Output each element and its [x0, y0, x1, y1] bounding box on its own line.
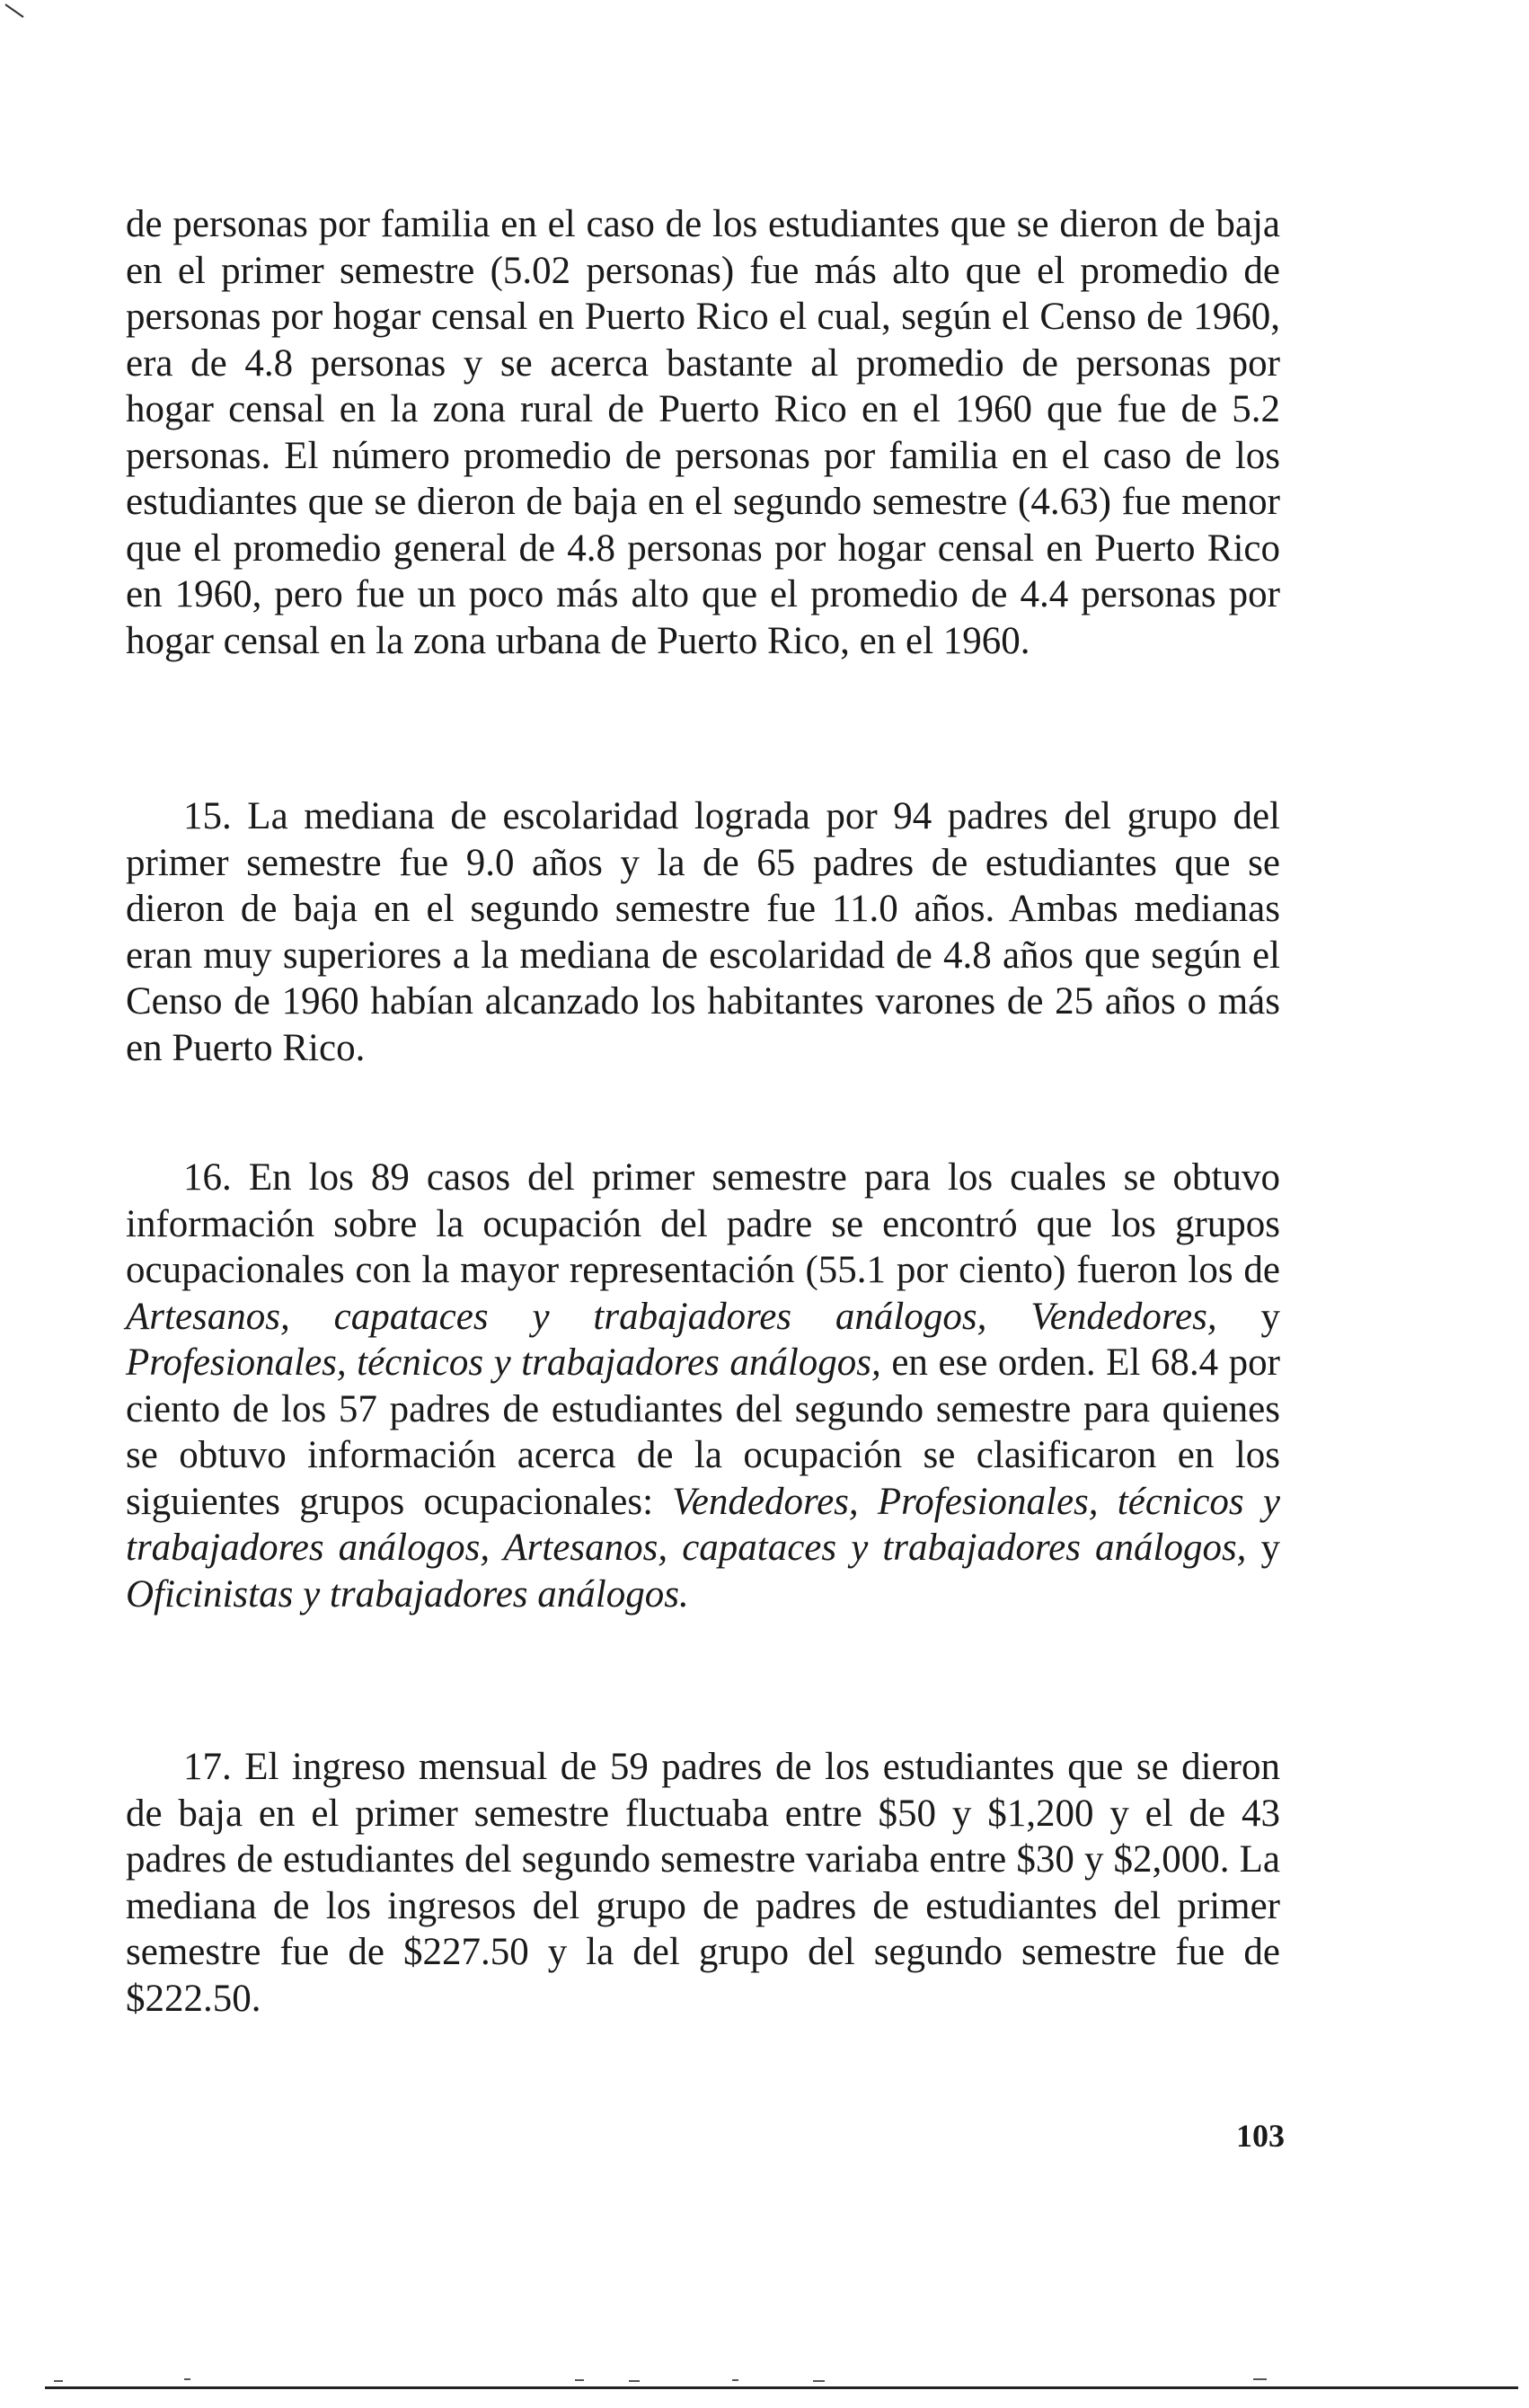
paragraph-16-number: 16. [183, 1156, 232, 1199]
scan-bottom-edge [45, 2386, 1518, 2389]
paragraph-16-italic-2: Profesionales, técnicos y trabajadores análogos, [126, 1341, 881, 1384]
paragraph-16-text-2: y [1216, 1295, 1280, 1338]
paragraph-15-text: La mediana de escolaridad lograda por 94 padres del grupo del primer semestre fue 9.0 años y la de 65 padres de estudiantes que se dieron de baja en el segundo semestre fue 11.0 años. Ambas medianas eran muy superiores a la mediana de escolaridad de 4.8 años que según el Censo de 1960 habían alcanzado los habitantes varones de 25 años o más en Puerto Rico. [126, 795, 1280, 1069]
paragraph-16-italic-4: Oficinistas y trabajadores análogos. [126, 1572, 689, 1616]
paragraph-16-text-1: En los 89 casos del primer semestre para los cuales se obtuvo información sobre la ocupación del padre se encontró que los grupos ocupacionales con la mayor representación (55.1 por ciento) fueron los de [126, 1156, 1281, 1291]
page-number: 103 [1236, 2118, 1285, 2154]
paragraph-17-number: 17. [183, 1746, 232, 1788]
paragraph-16-italic-3: Vendedores, Profesionales, técnicos y trabajadores análogos, Artesanos, capataces y trabajadores análogos, [126, 1480, 1280, 1569]
paragraph-16-text-4: y [1246, 1527, 1281, 1569]
paragraph-15 [126, 793, 1280, 1071]
paragraph-15-number: 15. [183, 795, 232, 837]
scan-corner-mark [4, 2, 31, 20]
scan-edge-specks [0, 2354, 1529, 2390]
paragraph-17-text: El ingreso mensual de 59 padres de los estudiantes que se dieron de baja en el primer semestre fluctuaba entre $50 y $1,200 y el de 43 padres de estudiantes del segundo semestre variaba entre $30 y $2,000. La mediana de los ingresos del grupo de padres de estudiantes del primer semestre fue de $227.50 y la del grupo del segundo semestre fue de $222.50. [126, 1746, 1280, 2020]
paragraph-16 [126, 1155, 1280, 1617]
paragraph-16-italic-1: Artesanos, capataces y trabajadores análogos, Vendedores, [126, 1295, 1217, 1338]
paragraph-intro-text: de personas por familia en el caso de los estudiantes que se dieron de baja en el primer semestre (5.02 personas) fue más alto que el promedio de personas por hogar censal en Puerto Rico el cual, según el Censo de 1960, era de 4.8 personas y se acerca bastante al promedio de personas por hogar censal en la zona rural de Puerto Rico en el 1960 que fue de 5.2 personas. El número promedio de personas por familia en el caso de los estudiantes que se dieron de baja en el segundo semestre (4.63) fue menor que el promedio general de 4.8 personas por hogar censal en Puerto Rico en 1960, pero fue un poco más alto que el promedio de 4.4 personas por hogar censal en la zona urbana de Puerto Rico, en el 1960. [126, 203, 1280, 662]
paragraph-16-text-3: en ese orden. El 68.4 por ciento de los 57 padres de estudiantes del segundo semestre para quienes se obtuvo información acerca de la ocupación se clasificaron en los siguientes grupos ocupacionales: [126, 1341, 1280, 1523]
paragraph-17 [126, 1744, 1280, 2022]
paragraph-intro [126, 201, 1280, 664]
